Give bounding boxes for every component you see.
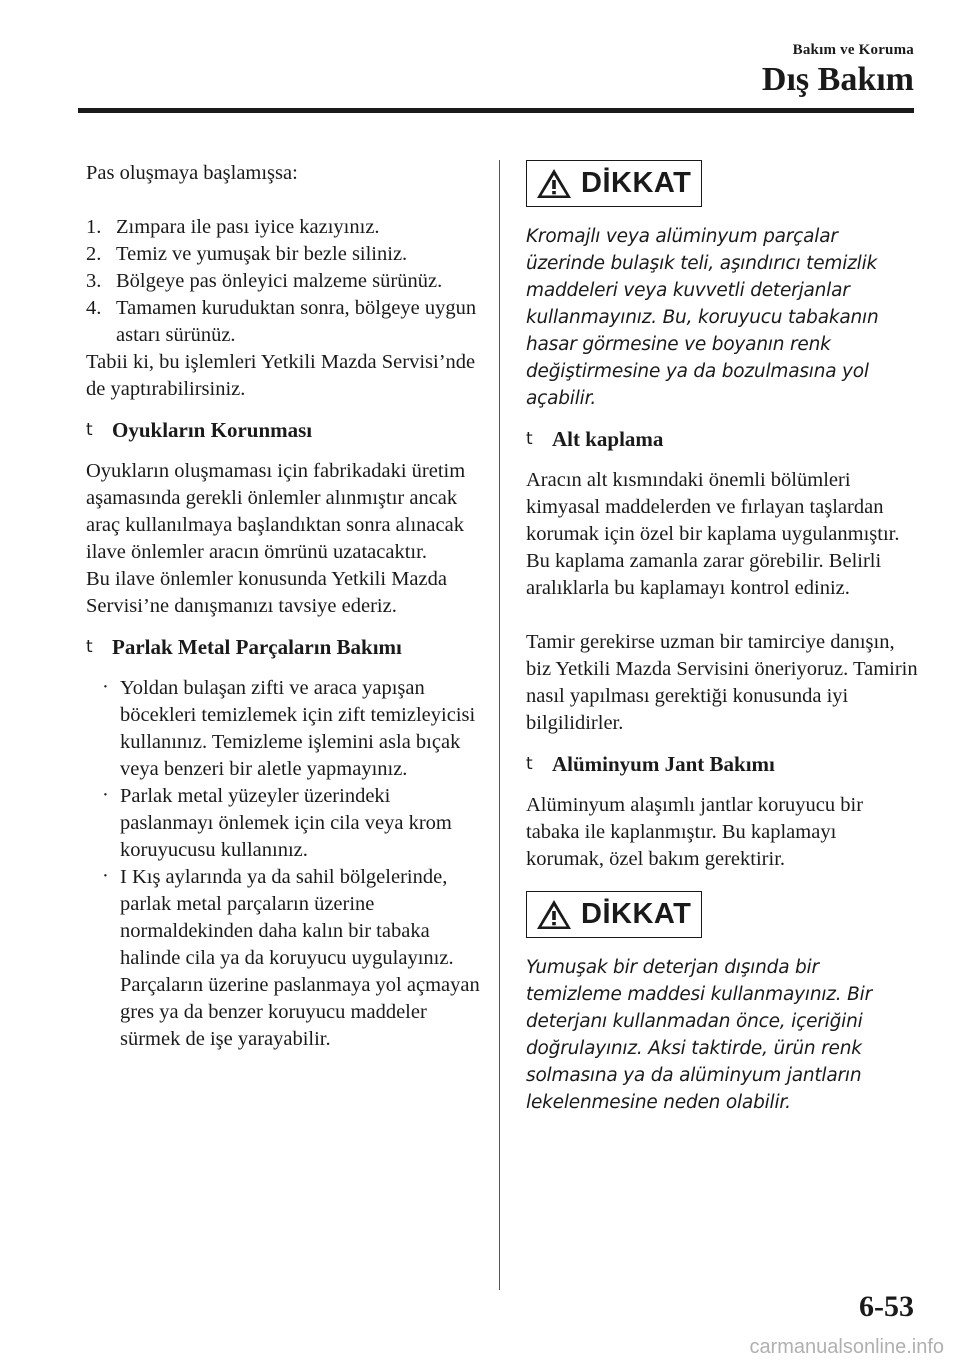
steps-list: [86, 214, 481, 349]
bullet-icon: ·: [102, 676, 109, 698]
list-item: · Yoldan bulaşan zifti ve araca yapışan böcekleri temizlemek için zift temizleyicisi kullanınız. Temizleme işlemini asla bıçak veya benzeri bir aletle yapmayınız.: [102, 676, 476, 780]
section-heading: t Oyukların Korunması: [86, 418, 313, 442]
section-marker-icon: t: [526, 754, 533, 774]
list-item: 3. Bölgeye pas önleyici malzeme sürünüz.: [86, 270, 443, 292]
section-marker-icon: t: [86, 637, 93, 657]
column-divider: [499, 160, 500, 1290]
list-item: 4. Tamamen kuruduktan sonra, bölgeye uygun astarı sürünüz.: [86, 297, 477, 346]
page-header: [762, 42, 914, 99]
page-number: 6-53: [859, 1290, 914, 1323]
section-heading: t Parlak Metal Parçaların Bakımı: [86, 635, 402, 659]
closing-text: Tabii ki, bu işlemleri Yetkili Mazda Servisi’nde de yaptırabilirsiniz.: [86, 351, 476, 400]
intro-text: Pas oluşmaya başlamışsa:: [86, 162, 298, 184]
caution-text: Yumuşak bir deterjan dışında bir temizleme maddesi kullanmayınız. Bir deterjanı kullanmadan önce, içeriğini doğrulayınız. Aksi taktirde, ürün renk solmasına ya da alüminyum jantların lekelenmesine neden olabilir.: [526, 957, 872, 1113]
paragraph: Alüminyum alaşımlı jantlar koruyucu bir tabaka ile kaplanmıştır. Bu kaplamayı korumak, özel bakım gerektirir.: [526, 794, 864, 870]
section-marker-icon: t: [86, 420, 93, 440]
caution-box: [526, 891, 702, 938]
left-column: [86, 160, 481, 1053]
caution-text: Kromajlı veya alüminyum parçalar üzerinde bulaşık teli, aşındırıcı temizlik maddeleri veya kuvvetli deterjanlar kullanmayınız. Bu, koruyucu tabakanın hasar görmesine ve boyanın renk değiştirmesine ya da bozulmasına yol açabilir.: [526, 226, 879, 409]
right-column: [526, 160, 918, 1116]
paragraph: Oyukların oluşmaması için fabrikadaki üretim aşamasında gerekli önlemler alınmıştır ancak araç kullanılmaya başlandıktan sonra alınacak ilave önlemler aracın ömrünü uzatacaktır.: [86, 460, 466, 563]
bullet-list: [102, 675, 481, 1053]
bullet-icon: ·: [102, 784, 109, 806]
caution-box: [526, 160, 702, 207]
list-item: · Parlak metal yüzeyler üzerindeki paslanmayı önlemek için cila veya krom koruyucusu kullanınız.: [102, 784, 452, 861]
page-title: Dış Bakım: [761, 61, 914, 98]
section-name: Bakım ve Koruma: [792, 42, 914, 58]
section-heading: t Alt kaplama: [526, 427, 664, 451]
list-item: 1. Zımpara ile pası iyice kazıyınız.: [86, 216, 380, 238]
list-item: · I Kış aylarında ya da sahil bölgelerinde, parlak metal parçaların üzerine normaldekinden daha kalın bir tabaka halinde cila ya da koruyucu uygulayınız. Parçaların üzerine paslanmaya yol açmayan gres ya da benzer koruyucu maddeler sürmek de işe yarayabilir.: [102, 865, 480, 1050]
caution-label: DİKKAT: [581, 898, 692, 930]
bullet-icon: ·: [102, 865, 109, 887]
section-marker-icon: t: [526, 429, 533, 449]
paragraph: Aracın alt kısmındaki önemli bölümleri kimyasal maddelerden ve fırlayan taşlardan korumak için özel bir kaplama uygulanmıştır. Bu kaplama zamanla zarar görebilir. Belirli aralıklarla bu kaplamayı kontrol ediniz.: [526, 469, 900, 599]
warning-icon: [535, 167, 573, 200]
paragraph: Tamir gerekirse uzman bir tamirciye danışın, biz Yetkili Mazda Servisini öneriyoruz. Tamirin nasıl yapılması gerektiği konusunda iyi bilgilidirler.: [526, 631, 918, 734]
warning-icon: [535, 898, 573, 931]
caution-label: DİKKAT: [581, 167, 692, 199]
watermark: carmanualsonline.info: [749, 1336, 944, 1358]
paragraph: Bu ilave önlemler konusunda Yetkili Mazda Servisi’ne danışmanızı tavsiye ederiz.: [86, 568, 447, 617]
header-rule: [78, 108, 914, 113]
section-heading: t Alüminyum Jant Bakımı: [526, 752, 775, 776]
list-item: 2. Temiz ve yumuşak bir bezle siliniz.: [86, 243, 408, 265]
